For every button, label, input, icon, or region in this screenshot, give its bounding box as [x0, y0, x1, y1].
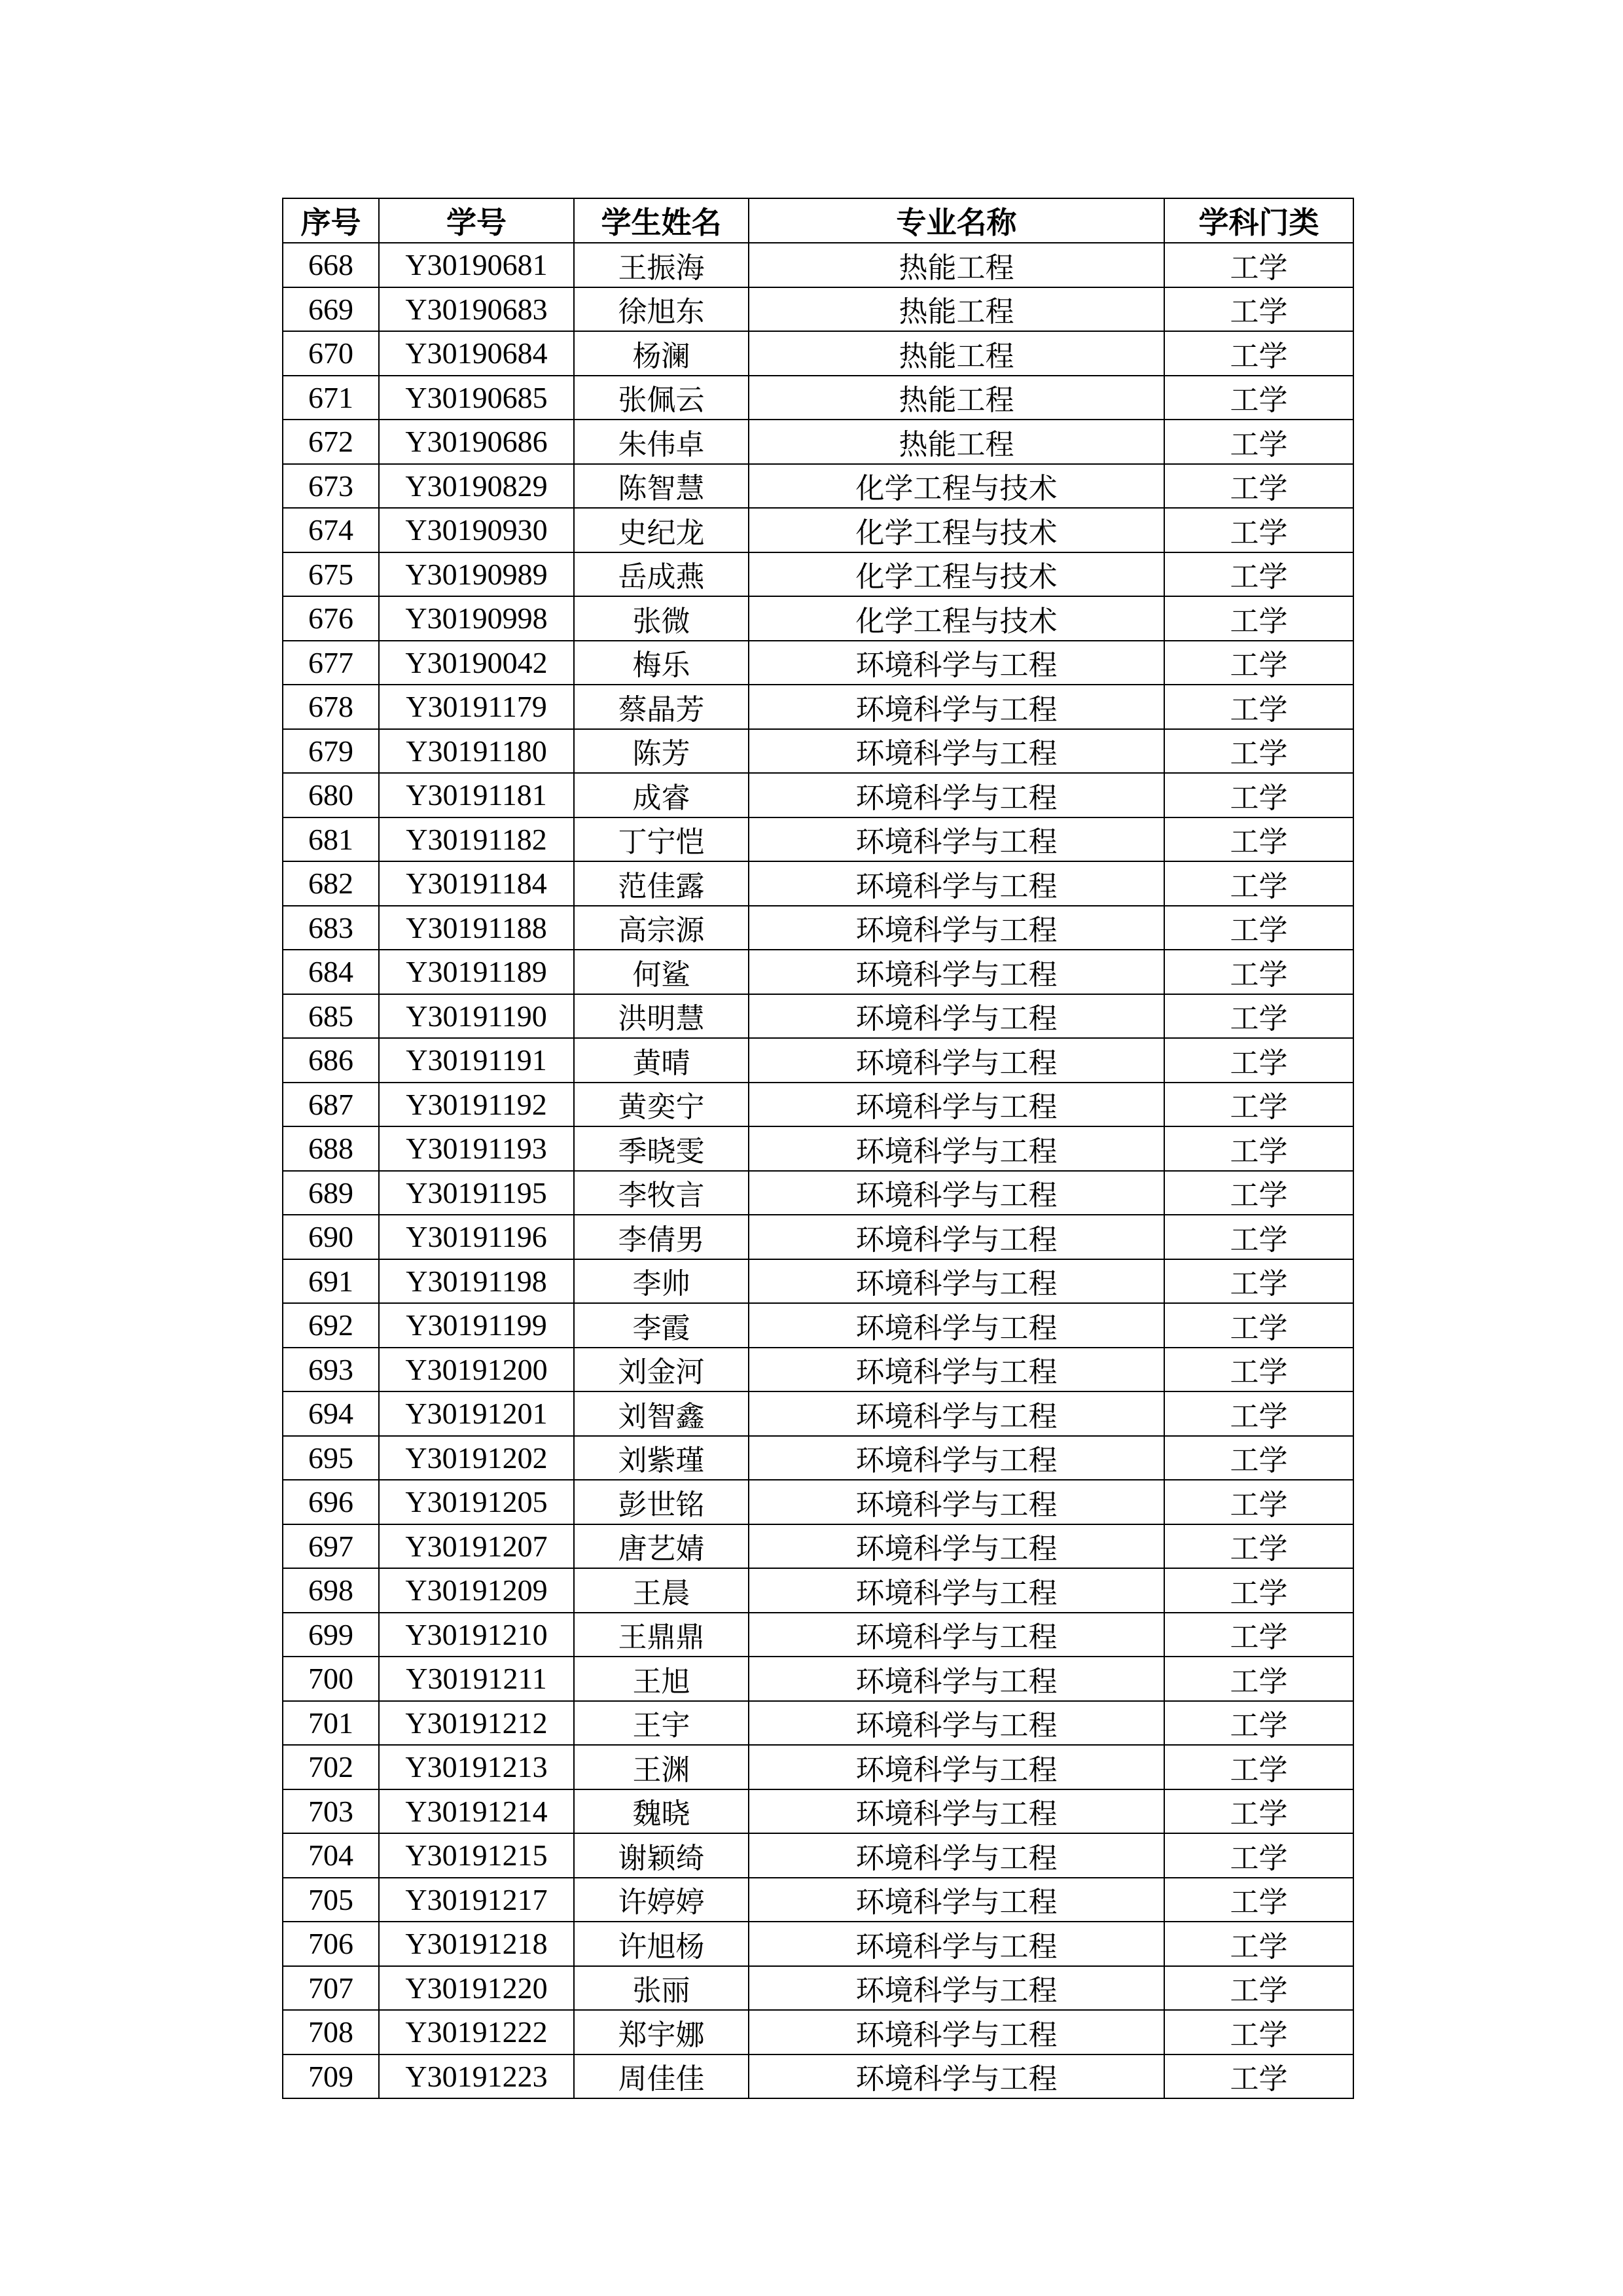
serial-number-cell: 696	[283, 1480, 379, 1524]
student-id-cell: Y30191213	[379, 1745, 574, 1789]
discipline-category-cell: 工学	[1164, 994, 1353, 1039]
discipline-category-cell: 工学	[1164, 1480, 1353, 1524]
major-name-cell: 环境科学与工程	[749, 1436, 1164, 1480]
major-name-cell: 化学工程与技术	[749, 596, 1164, 641]
table-row	[283, 464, 1353, 509]
discipline-category-cell: 工学	[1164, 1038, 1353, 1083]
student-id-cell: Y30191199	[379, 1303, 574, 1348]
student-name-cell: 王宇	[574, 1701, 749, 1746]
serial-number-cell: 669	[283, 287, 379, 332]
student-id-cell: Y30191205	[379, 1480, 574, 1524]
header-discipline-category: 学科门类	[1164, 198, 1353, 243]
discipline-category-cell: 工学	[1164, 1701, 1353, 1746]
student-name-cell: 王鼎鼎	[574, 1613, 749, 1657]
student-id-cell: Y30191201	[379, 1391, 574, 1436]
table-row	[283, 1568, 1353, 1613]
student-name-cell: 刘金河	[574, 1348, 749, 1392]
table-row	[283, 1083, 1353, 1127]
student-id-cell: Y30191209	[379, 1568, 574, 1613]
student-name-cell: 蔡晶芳	[574, 685, 749, 729]
student-id-cell: Y30191200	[379, 1348, 574, 1392]
student-id-cell: Y30191222	[379, 2010, 574, 2054]
student-id-cell: Y30191217	[379, 1878, 574, 1922]
major-name-cell: 环境科学与工程	[749, 641, 1164, 685]
student-id-cell: Y30190681	[379, 243, 574, 287]
student-id-cell: Y30191179	[379, 685, 574, 729]
table-row	[283, 1303, 1353, 1348]
serial-number-cell: 671	[283, 376, 379, 420]
serial-number-cell: 698	[283, 1568, 379, 1613]
discipline-category-cell: 工学	[1164, 1568, 1353, 1613]
header-major-name: 专业名称	[749, 198, 1164, 243]
major-name-cell: 环境科学与工程	[749, 1833, 1164, 1878]
student-name-cell: 朱伟卓	[574, 420, 749, 464]
student-name-cell: 魏晓	[574, 1789, 749, 1834]
major-name-cell: 环境科学与工程	[749, 1038, 1164, 1083]
table-row	[283, 2054, 1353, 2099]
serial-number-cell: 705	[283, 1878, 379, 1922]
discipline-category-cell: 工学	[1164, 420, 1353, 464]
discipline-category-cell: 工学	[1164, 906, 1353, 950]
discipline-category-cell: 工学	[1164, 1348, 1353, 1392]
header-student-name: 学生姓名	[574, 198, 749, 243]
major-name-cell: 环境科学与工程	[749, 1613, 1164, 1657]
student-name-cell: 黄晴	[574, 1038, 749, 1083]
discipline-category-cell: 工学	[1164, 817, 1353, 862]
student-name-cell: 黄奕宁	[574, 1083, 749, 1127]
student-id-cell: Y30191211	[379, 1657, 574, 1701]
discipline-category-cell: 工学	[1164, 1613, 1353, 1657]
major-name-cell: 环境科学与工程	[749, 2010, 1164, 2054]
student-id-cell: Y30191218	[379, 1922, 574, 1966]
student-id-cell: Y30191220	[379, 1966, 574, 2011]
discipline-category-cell: 工学	[1164, 1436, 1353, 1480]
student-name-cell: 张佩云	[574, 376, 749, 420]
student-name-cell: 彭世铭	[574, 1480, 749, 1524]
major-name-cell: 环境科学与工程	[749, 1878, 1164, 1922]
student-name-cell: 成睿	[574, 773, 749, 817]
major-name-cell: 环境科学与工程	[749, 1966, 1164, 2011]
serial-number-cell: 692	[283, 1303, 379, 1348]
discipline-category-cell: 工学	[1164, 1789, 1353, 1834]
discipline-category-cell: 工学	[1164, 861, 1353, 906]
discipline-category-cell: 工学	[1164, 1966, 1353, 2011]
major-name-cell: 环境科学与工程	[749, 906, 1164, 950]
student-id-cell: Y30190686	[379, 420, 574, 464]
serial-number-cell: 709	[283, 2054, 379, 2099]
serial-number-cell: 693	[283, 1348, 379, 1392]
serial-number-cell: 689	[283, 1171, 379, 1215]
student-id-cell: Y30191207	[379, 1524, 574, 1569]
serial-number-cell: 702	[283, 1745, 379, 1789]
student-name-cell: 许婷婷	[574, 1878, 749, 1922]
table-row	[283, 420, 1353, 464]
major-name-cell: 环境科学与工程	[749, 2054, 1164, 2099]
table-row	[283, 1480, 1353, 1524]
table-row	[283, 287, 1353, 332]
student-id-cell: Y30190998	[379, 596, 574, 641]
serial-number-cell: 672	[283, 420, 379, 464]
table-row	[283, 243, 1353, 287]
discipline-category-cell: 工学	[1164, 1083, 1353, 1127]
student-id-cell: Y30191223	[379, 2054, 574, 2099]
table-row	[283, 1524, 1353, 1569]
table-row	[283, 1922, 1353, 1966]
student-id-cell: Y30191189	[379, 950, 574, 994]
discipline-category-cell: 工学	[1164, 376, 1353, 420]
major-name-cell: 环境科学与工程	[749, 1083, 1164, 1127]
discipline-category-cell: 工学	[1164, 950, 1353, 994]
student-id-cell: Y30191212	[379, 1701, 574, 1746]
student-name-cell: 岳成燕	[574, 552, 749, 597]
serial-number-cell: 701	[283, 1701, 379, 1746]
serial-number-cell: 708	[283, 2010, 379, 2054]
serial-number-cell: 676	[283, 596, 379, 641]
student-name-cell: 王旭	[574, 1657, 749, 1701]
student-id-cell: Y30191180	[379, 729, 574, 774]
student-name-cell: 张丽	[574, 1966, 749, 2011]
student-name-cell: 王晨	[574, 1568, 749, 1613]
serial-number-cell: 685	[283, 994, 379, 1039]
table-row	[283, 1391, 1353, 1436]
table-row	[283, 1613, 1353, 1657]
header-student-id: 学号	[379, 198, 574, 243]
serial-number-cell: 703	[283, 1789, 379, 1834]
table-row	[283, 817, 1353, 862]
table-row	[283, 729, 1353, 774]
student-name-cell: 梅乐	[574, 641, 749, 685]
major-name-cell: 热能工程	[749, 243, 1164, 287]
student-name-cell: 季晓雯	[574, 1126, 749, 1171]
discipline-category-cell: 工学	[1164, 1524, 1353, 1569]
discipline-category-cell: 工学	[1164, 552, 1353, 597]
table-row	[283, 1745, 1353, 1789]
major-name-cell: 化学工程与技术	[749, 508, 1164, 552]
major-name-cell: 环境科学与工程	[749, 994, 1164, 1039]
student-name-cell: 李牧言	[574, 1171, 749, 1215]
student-id-cell: Y30190930	[379, 508, 574, 552]
serial-number-cell: 681	[283, 817, 379, 862]
major-name-cell: 热能工程	[749, 376, 1164, 420]
student-name-cell: 杨澜	[574, 331, 749, 376]
serial-number-cell: 682	[283, 861, 379, 906]
discipline-category-cell: 工学	[1164, 508, 1353, 552]
discipline-category-cell: 工学	[1164, 1878, 1353, 1922]
discipline-category-cell: 工学	[1164, 1833, 1353, 1878]
table-row	[283, 1171, 1353, 1215]
table-row	[283, 906, 1353, 950]
student-id-cell: Y30190684	[379, 331, 574, 376]
student-name-cell: 李帅	[574, 1259, 749, 1304]
major-name-cell: 环境科学与工程	[749, 1215, 1164, 1259]
student-id-cell: Y30190042	[379, 641, 574, 685]
serial-number-cell: 690	[283, 1215, 379, 1259]
major-name-cell: 环境科学与工程	[749, 1524, 1164, 1569]
major-name-cell: 化学工程与技术	[749, 552, 1164, 597]
table-row	[283, 994, 1353, 1039]
student-name-cell: 谢颖绮	[574, 1833, 749, 1878]
serial-number-cell: 700	[283, 1657, 379, 1701]
table-row	[283, 1833, 1353, 1878]
student-name-cell: 张微	[574, 596, 749, 641]
discipline-category-cell: 工学	[1164, 1259, 1353, 1304]
major-name-cell: 环境科学与工程	[749, 950, 1164, 994]
discipline-category-cell: 工学	[1164, 596, 1353, 641]
table-row	[283, 1259, 1353, 1304]
major-name-cell: 环境科学与工程	[749, 1480, 1164, 1524]
student-name-cell: 陈芳	[574, 729, 749, 774]
table-row	[283, 1215, 1353, 1259]
discipline-category-cell: 工学	[1164, 685, 1353, 729]
major-name-cell: 环境科学与工程	[749, 1789, 1164, 1834]
student-id-cell: Y30191190	[379, 994, 574, 1039]
student-id-cell: Y30191210	[379, 1613, 574, 1657]
discipline-category-cell: 工学	[1164, 1657, 1353, 1701]
table-row	[283, 1878, 1353, 1922]
major-name-cell: 环境科学与工程	[749, 1745, 1164, 1789]
student-name-cell: 陈智慧	[574, 464, 749, 509]
serial-number-cell: 677	[283, 641, 379, 685]
serial-number-cell: 697	[283, 1524, 379, 1569]
discipline-category-cell: 工学	[1164, 2054, 1353, 2099]
table-header-row	[283, 198, 1353, 243]
table-body	[283, 243, 1353, 2098]
student-id-cell: Y30191202	[379, 1436, 574, 1480]
student-roster-table	[282, 198, 1354, 2099]
major-name-cell: 环境科学与工程	[749, 729, 1164, 774]
student-id-cell: Y30190989	[379, 552, 574, 597]
discipline-category-cell: 工学	[1164, 464, 1353, 509]
table-row	[283, 950, 1353, 994]
serial-number-cell: 691	[283, 1259, 379, 1304]
serial-number-cell: 704	[283, 1833, 379, 1878]
serial-number-cell: 670	[283, 331, 379, 376]
student-name-cell: 李霞	[574, 1303, 749, 1348]
major-name-cell: 环境科学与工程	[749, 1922, 1164, 1966]
student-name-cell: 刘紫瑾	[574, 1436, 749, 1480]
table-row	[283, 1038, 1353, 1083]
serial-number-cell: 707	[283, 1966, 379, 2011]
table-row	[283, 1701, 1353, 1746]
table-row	[283, 1657, 1353, 1701]
major-name-cell: 环境科学与工程	[749, 685, 1164, 729]
student-id-cell: Y30191198	[379, 1259, 574, 1304]
major-name-cell: 热能工程	[749, 331, 1164, 376]
discipline-category-cell: 工学	[1164, 1171, 1353, 1215]
student-name-cell: 许旭杨	[574, 1922, 749, 1966]
student-id-cell: Y30191195	[379, 1171, 574, 1215]
serial-number-cell: 686	[283, 1038, 379, 1083]
discipline-category-cell: 工学	[1164, 331, 1353, 376]
major-name-cell: 环境科学与工程	[749, 1391, 1164, 1436]
major-name-cell: 环境科学与工程	[749, 1126, 1164, 1171]
student-id-cell: Y30191215	[379, 1833, 574, 1878]
major-name-cell: 环境科学与工程	[749, 1259, 1164, 1304]
header-serial-number: 序号	[283, 198, 379, 243]
student-id-cell: Y30190829	[379, 464, 574, 509]
serial-number-cell: 678	[283, 685, 379, 729]
table-row	[283, 1436, 1353, 1480]
table-row	[283, 773, 1353, 817]
student-name-cell: 范佳露	[574, 861, 749, 906]
student-name-cell: 史纪龙	[574, 508, 749, 552]
discipline-category-cell: 工学	[1164, 1391, 1353, 1436]
major-name-cell: 化学工程与技术	[749, 464, 1164, 509]
major-name-cell: 环境科学与工程	[749, 817, 1164, 862]
student-name-cell: 郑宇娜	[574, 2010, 749, 2054]
student-id-cell: Y30191193	[379, 1126, 574, 1171]
discipline-category-cell: 工学	[1164, 1303, 1353, 1348]
major-name-cell: 环境科学与工程	[749, 861, 1164, 906]
student-id-cell: Y30191182	[379, 817, 574, 862]
student-name-cell: 高宗源	[574, 906, 749, 950]
table-row	[283, 508, 1353, 552]
major-name-cell: 环境科学与工程	[749, 1657, 1164, 1701]
serial-number-cell: 673	[283, 464, 379, 509]
major-name-cell: 热能工程	[749, 420, 1164, 464]
discipline-category-cell: 工学	[1164, 243, 1353, 287]
table-row	[283, 1789, 1353, 1834]
major-name-cell: 环境科学与工程	[749, 1568, 1164, 1613]
table-row	[283, 641, 1353, 685]
student-name-cell: 周佳佳	[574, 2054, 749, 2099]
student-id-cell: Y30190683	[379, 287, 574, 332]
table-row	[283, 685, 1353, 729]
table-row	[283, 1126, 1353, 1171]
serial-number-cell: 675	[283, 552, 379, 597]
student-id-cell: Y30190685	[379, 376, 574, 420]
student-name-cell: 李倩男	[574, 1215, 749, 1259]
table-row	[283, 331, 1353, 376]
student-id-cell: Y30191191	[379, 1038, 574, 1083]
serial-number-cell: 695	[283, 1436, 379, 1480]
serial-number-cell: 674	[283, 508, 379, 552]
serial-number-cell: 683	[283, 906, 379, 950]
student-id-cell: Y30191188	[379, 906, 574, 950]
discipline-category-cell: 工学	[1164, 1745, 1353, 1789]
serial-number-cell: 668	[283, 243, 379, 287]
table-row	[283, 376, 1353, 420]
major-name-cell: 环境科学与工程	[749, 1701, 1164, 1746]
discipline-category-cell: 工学	[1164, 287, 1353, 332]
major-name-cell: 环境科学与工程	[749, 773, 1164, 817]
student-id-cell: Y30191214	[379, 1789, 574, 1834]
student-name-cell: 唐艺婧	[574, 1524, 749, 1569]
student-name-cell: 徐旭东	[574, 287, 749, 332]
discipline-category-cell: 工学	[1164, 1922, 1353, 1966]
serial-number-cell: 688	[283, 1126, 379, 1171]
table-row	[283, 2010, 1353, 2054]
discipline-category-cell: 工学	[1164, 729, 1353, 774]
serial-number-cell: 694	[283, 1391, 379, 1436]
student-id-cell: Y30191192	[379, 1083, 574, 1127]
student-name-cell: 王渊	[574, 1745, 749, 1789]
discipline-category-cell: 工学	[1164, 773, 1353, 817]
serial-number-cell: 699	[283, 1613, 379, 1657]
student-id-cell: Y30191196	[379, 1215, 574, 1259]
serial-number-cell: 679	[283, 729, 379, 774]
student-name-cell: 何鲨	[574, 950, 749, 994]
discipline-category-cell: 工学	[1164, 1126, 1353, 1171]
serial-number-cell: 684	[283, 950, 379, 994]
serial-number-cell: 680	[283, 773, 379, 817]
discipline-category-cell: 工学	[1164, 1215, 1353, 1259]
major-name-cell: 热能工程	[749, 287, 1164, 332]
discipline-category-cell: 工学	[1164, 2010, 1353, 2054]
table-row	[283, 552, 1353, 597]
discipline-category-cell: 工学	[1164, 641, 1353, 685]
serial-number-cell: 687	[283, 1083, 379, 1127]
major-name-cell: 环境科学与工程	[749, 1303, 1164, 1348]
student-name-cell: 丁宁恺	[574, 817, 749, 862]
table-row	[283, 1966, 1353, 2011]
serial-number-cell: 706	[283, 1922, 379, 1966]
student-id-cell: Y30191184	[379, 861, 574, 906]
table-row	[283, 861, 1353, 906]
major-name-cell: 环境科学与工程	[749, 1171, 1164, 1215]
table-row	[283, 596, 1353, 641]
student-name-cell: 刘智鑫	[574, 1391, 749, 1436]
table-row	[283, 1348, 1353, 1392]
major-name-cell: 环境科学与工程	[749, 1348, 1164, 1392]
student-id-cell: Y30191181	[379, 773, 574, 817]
student-name-cell: 洪明慧	[574, 994, 749, 1039]
student-name-cell: 王振海	[574, 243, 749, 287]
